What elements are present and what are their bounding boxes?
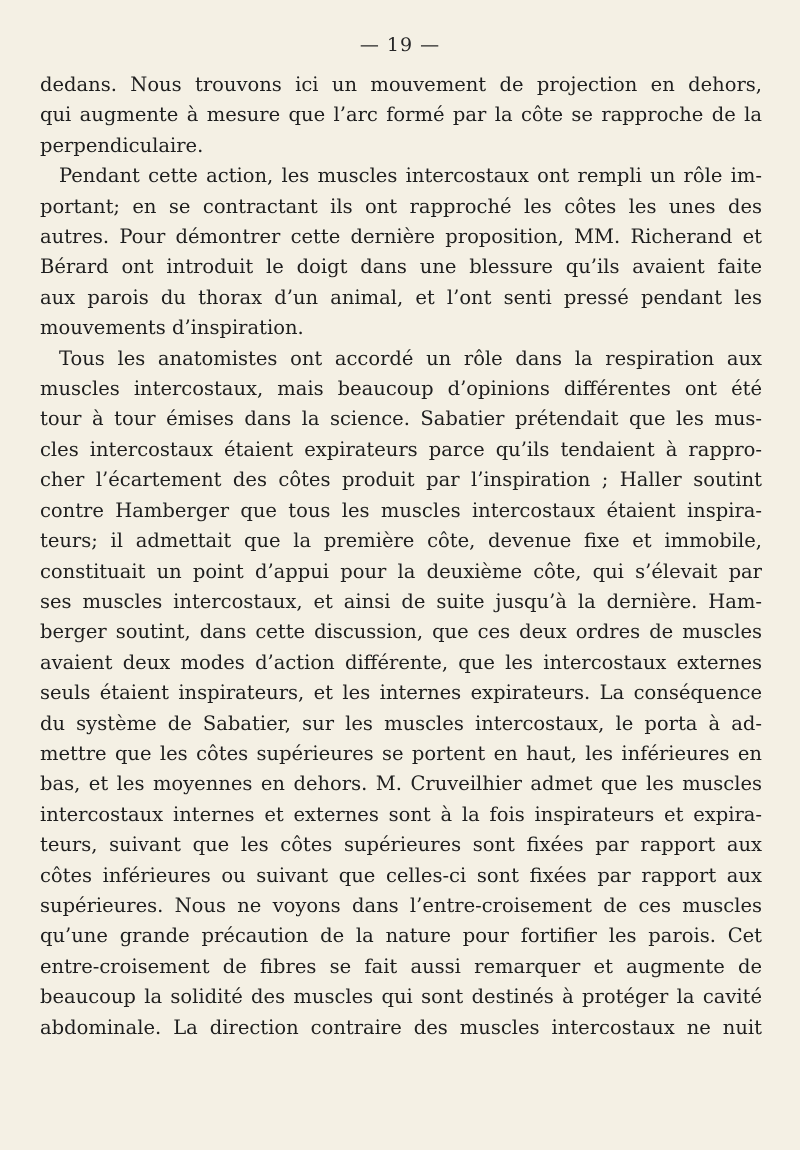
text-line: Pendant cette action, les muscles intercostaux ont rempli un rôle im- <box>59 164 762 188</box>
text-line: aux parois du thorax d’un animal, et l’ont senti pressé pendant les <box>40 285 762 309</box>
text-line: qu’une grande précaution de la nature pour fortifier les parois. Cet <box>40 924 762 948</box>
text-line: supérieures. Nous ne voyons dans l’entre-croisement de ces muscles <box>40 893 762 917</box>
text-line: perpendiculaire. <box>40 133 204 157</box>
text-line: dedans. Nous trouvons ici un mouvement de projection en dehors, <box>40 73 762 96</box>
text-line: Tous les anatomistes ont accordé un rôle dans la respiration aux <box>59 346 762 370</box>
text-line: bas, et les moyennes en dehors. M. Cruveilhier admet que les muscles <box>40 772 762 796</box>
text-line: entre-croisement de fibres se fait aussi remarquer et augmente de <box>40 954 762 978</box>
text-line: qui augmente à mesure que l’arc formé par la côte se rapproche de la <box>40 103 762 127</box>
text-line: cles intercostaux étaient expirateurs parce qu’ils tendaient à rappro- <box>40 437 762 461</box>
text-line: abdominale. La direction contraire des muscles intercostaux ne nuit <box>40 1015 762 1039</box>
text-line: teurs; il admettait que la première côte, devenue fixe et immobile, <box>40 529 762 553</box>
page-number-header: — 19 — <box>359 34 441 56</box>
text-line: teurs, suivant que les côtes supérieures sont fixées par rapport aux <box>40 833 762 857</box>
text-line: portant; en se contractant ils ont rapproché les côtes les unes des <box>40 194 762 218</box>
text-line: avaient deux modes d’action différente, que les intercostaux externes <box>40 650 762 674</box>
text-line: contre Hamberger que tous les muscles intercostaux étaient inspira- <box>40 498 762 522</box>
text-line: intercostaux internes et externes sont à la fois inspirateurs et expira- <box>40 802 762 826</box>
text-line: tour à tour émises dans la science. Sabatier prétendait que les mus- <box>40 407 762 431</box>
text-line: côtes inférieures ou suivant que celles-ci sont fixées par rapport aux <box>40 863 762 887</box>
text-line: mouvements d’inspiration. <box>40 316 304 340</box>
text-line: muscles intercostaux, mais beaucoup d’opinions différentes ont été <box>40 377 762 401</box>
text-line: autres. Pour démontrer cette dernière proposition, MM. Richerand et <box>40 225 762 249</box>
text-line: beaucoup la solidité des muscles qui sont destinés à protéger la cavité <box>40 985 762 1009</box>
text-line: cher l’écartement des côtes produit par l’inspiration ; Haller soutint <box>40 468 762 492</box>
text-line: seuls étaient inspirateurs, et les internes expirateurs. La conséquence <box>40 681 762 705</box>
text-line: constituait un point d’appui pour la deuxième côte, qui s’élevait par <box>40 559 762 583</box>
body-text <box>40 70 762 1043</box>
text-line: du système de Sabatier, sur les muscles intercostaux, le porta à ad- <box>40 711 762 735</box>
text-line: ses muscles intercostaux, et ainsi de suite jusqu’à la dernière. Ham- <box>40 589 762 613</box>
text-line: mettre que les côtes supérieures se portent en haut, les inférieures en <box>40 741 762 765</box>
text-line: berger soutint, dans cette discussion, que ces deux ordres de muscles <box>40 620 762 644</box>
text-line: Bérard ont introduit le doigt dans une blessure qu’ils avaient faite <box>40 255 762 279</box>
